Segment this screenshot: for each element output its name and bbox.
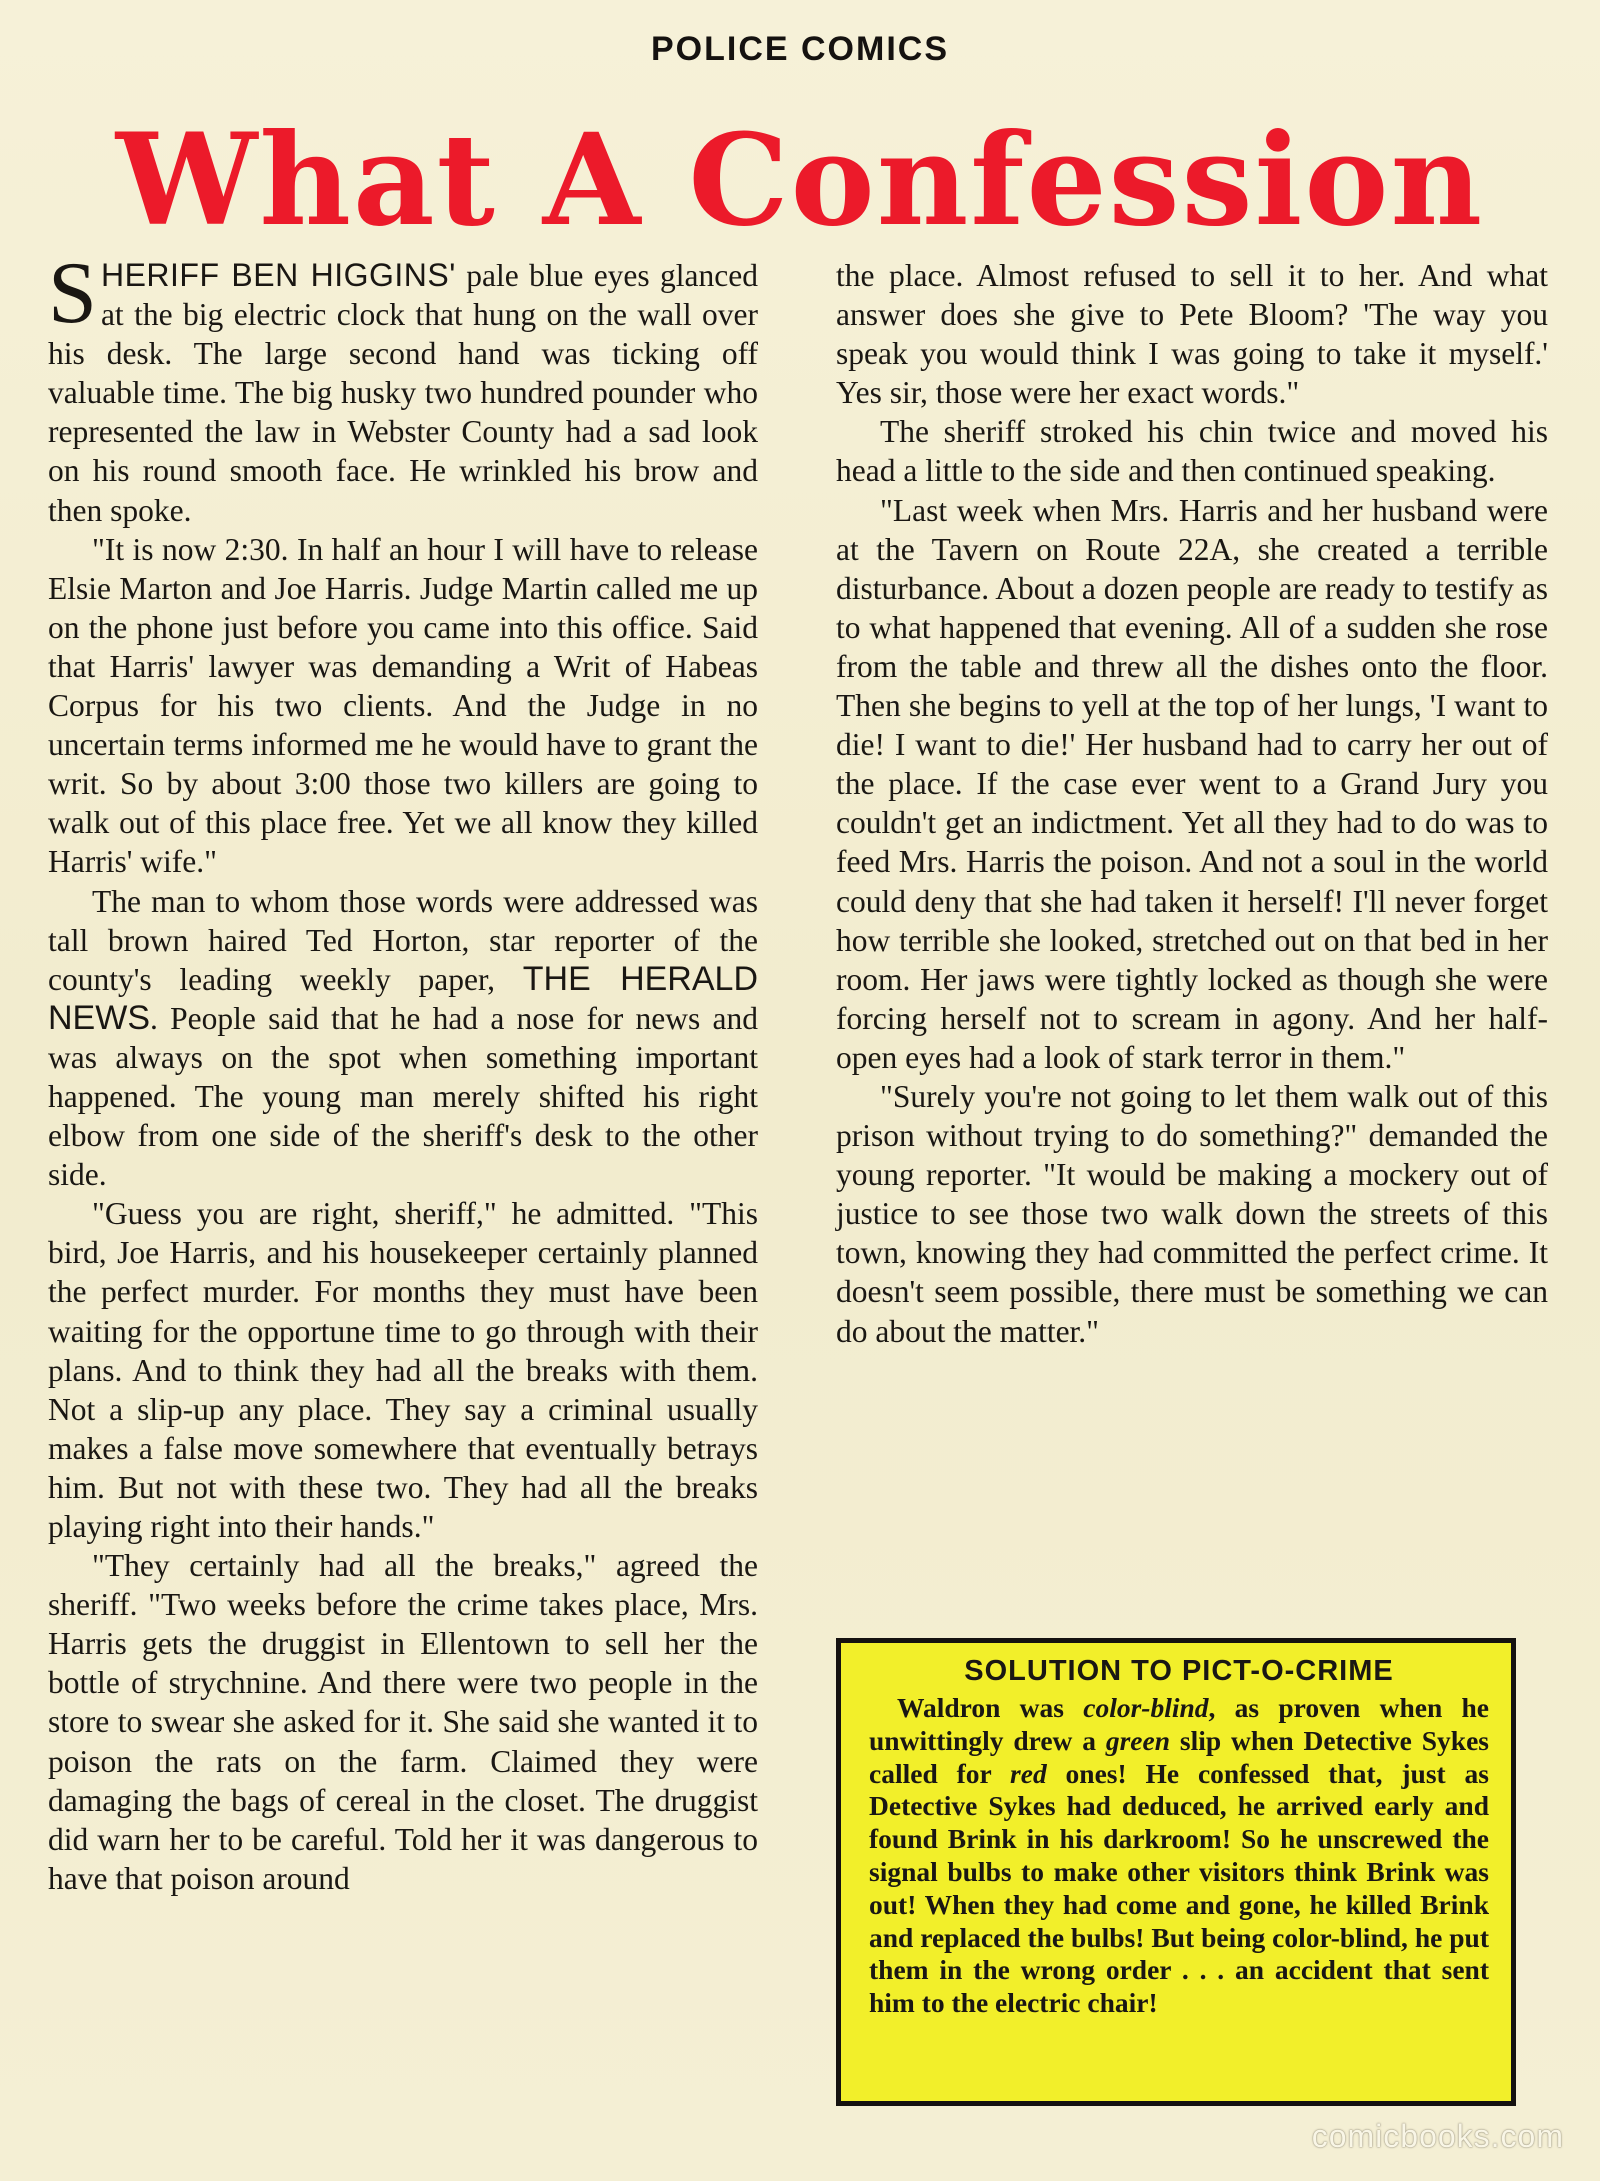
story-paragraph: "Guess you are right, sheriff," he admitted. "This bird, Joe Harris, and his housekeeper certainly planned the perfect murder. For months they must have been waiting for the opportune time to go through with their plans. And to think they had all the breaks with them. Not a slip-up any place. They say a criminal usually makes a false move somewhere that eventually betrays him. But not with these two. They had all the breaks playing right into their hands." [48,1196,758,1544]
story-column-left [48,245,758,1898]
story-paragraph: The sheriff stroked his chin twice and moved his head a little to the side and then continued speaking. [836,414,1548,489]
solution-text [869,1692,1489,2020]
story-paragraph: the place. Almost refused to sell it to her. And what answer does she give to Pete Bloom? 'The way you speak you would think I was going to take it myself.' Yes sir, those were her exact words." [836,258,1548,411]
lead-in-caps: HERIFF BEN HIGGINS' [100,257,456,293]
solution-box [836,1638,1516,2106]
story-paragraph [48,882,758,1195]
solution-text-part: Waldron was [897,1692,1084,1723]
solution-title: SOLUTION TO PICT-O-CRIME [964,1655,1394,1687]
story-title: What A Confession [115,106,1485,254]
solution-emphasis: green [1105,1724,1171,1756]
story-paragraph: "Surely you're not going to let them walk out of this prison without trying to do something?" demanded the young reporter. "It would be making a mockery out of justice to see those two walk down the streets of this town, knowing they had committed the perfect crime. It doesn't seem possible, there must be something we can do about the matter." [836,1078,1548,1349]
story-paragraph: "They certainly had all the breaks," agreed the sheriff. "Two weeks before the crime takes place, Mrs. Harris gets the druggist in Ellentown to sell her the bottle of strychnine. And there were two people in the store to swear she asked for it. She said she wanted it to poison the rats on the farm. Claimed they were damaging the bags of cereal in the closet. The druggist did warn her to be careful. Told her it was dangerous to have that poison around [48,1548,758,1896]
solution-emphasis: color-blind [1083,1692,1209,1723]
newspaper-name: THE HERALD NEWS [48,959,758,1037]
solution-text-part: ones! He confessed that, just as Detective Sykes had deduced, he arrived early and found Brink in his darkroom! So he unscrewed the signal bulbs to make other visitors think Brink was out! When they had come and gone, he killed Brink and replaced the bulbs! But being color-blind, he put them in the wrong order . . . an accident that sent him to the electric chair! [869,1757,1489,2019]
story-paragraph: "It is now 2:30. In half an hour I will have to release Elsie Marton and Joe Harris. Judge Martin called me up on the phone just before you came into this office. Said that Harris' lawyer was demanding a Writ of Habeas Corpus for his two clients. And the Judge in no uncertain terms informed me he would have to grant the writ. So by about 3:00 those two killers are going to walk out of this place free. Yet we all know they killed Harris' wife." [48,531,758,880]
publication-header: POLICE COMICS [650,30,950,68]
paragraph-text: pale blue eyes glanced at the big electric clock that hung on the wall over his desk. The large second hand was ticking off valuable time. The big husky two hundred pounder who represented the law in Webster County had a sad look on his round smooth face. He wrinkled his brow and then spoke. [48,258,758,528]
story-column-right [836,256,1548,1351]
story-paragraph: "Last week when Mrs. Harris and her husband were at the Tavern on Route 22A, she created a terrible disturbance. About a dozen people are ready to testify as to what happened that evening. All of a sudden she rose from the table and threw all the dishes onto the floor. Then she begins to yell at the top of her lungs, 'I want to die! I want to die!' Her husband had to carry her out of the place. If the case ever went to a Grand Jury you couldn't get an indictment. Yet all they had to do was to feed Mrs. Harris the poison. And not a soul in the world could deny that she had taken it herself! I'll never forget how terrible she looked, stretched out on that bed in her room. Her jaws were tightly locked as though she were forcing herself not to scream in agony. And her half-open eyes had a look of stark terror in them." [836,492,1548,1075]
story-paragraph [48,245,758,530]
site-watermark: comicbooks.com [1311,2118,1564,2154]
drop-cap: S [48,245,97,342]
paragraph-text: . People said that he had a nose for news and was always on the spot when something important happened. The young man merely shifted his right elbow from one side of the sheriff's desk to the other side. [48,1000,758,1193]
solution-text-part: , as proven when he unwittingly drew a [869,1692,1489,1756]
solution-emphasis: red [1010,1757,1047,1789]
paragraph-text: The man to whom those words were addressed was tall brown haired Ted Horton, star reporter of the county's leading weekly paper, [48,883,758,997]
solution-text-part: slip when Detective Sykes called for [869,1724,1489,1789]
